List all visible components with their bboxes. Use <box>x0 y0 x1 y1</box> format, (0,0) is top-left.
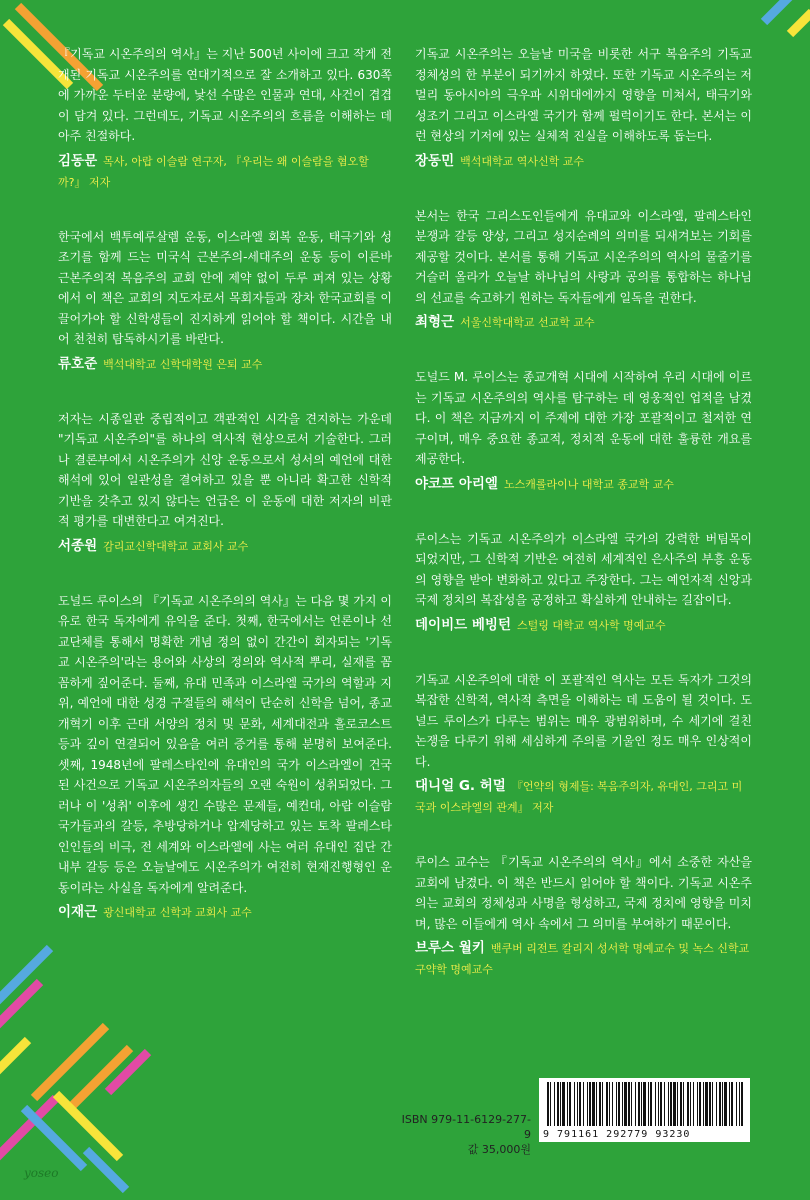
publisher-logo: yoseo <box>24 1166 59 1180</box>
review-2 <box>58 227 392 375</box>
review-text: 도널드 루이스의 『기독교 시온주의의 역사』는 다음 몇 가지 이유로 한국 독자에게 유익을 준다. 첫째, 한국에서는 언론이나 선교단체를 통해서 명확한 개념 정의 없이 간간이 회자되는 '기독교 시온주의'라는 용어와 사상의 정의와 역사적 뿌리, 실재를 꼼꼼하게 짚어준다. 둘째, 유대 민족과 이스라엘 국가의 역할과 지위, 예언에 대한 성경 구절들의 해석이 단순히 신학을 넘어, 종교개혁기 이후 근대 서양의 정치 및 문화, 세계대전과 홀로코스트 등과 깊이 연결되어 있음을 여러 증거를 통해 분명히 보여준다. 셋째, 1948년에 팔레스타인에 유대인의 국가 이스라엘이 건국된 사건으로 기독교 시온주의자들의 오랜 숙원이 성취되었다. 그러나 이 '성취' 이후에 생긴 수많은 문제들, 예컨대, 아랍 이슬람 국가들과의 갈등, 추방당하거나 압제당하고 있는 토착 팔레스타인인들의 비극, 전 세계와 이스라엘에 사는 여러 유대인 집단 간 내부 갈등 등은 오늘날에도 시온주의가 여전히 현재진행형인 운동이라는 사실을 독자에게 알려준다. <box>58 593 392 895</box>
review-text: 루이스 교수는 『기독교 시온주의의 역사』에서 소중한 자산을 교회에 남겼다. 이 책은 반드시 읽어야 할 책이다. 기독교 시온주의는 교회의 정체성과 사명을 형성하고, 국제 정치에 영향을 미치며, 많은 이들에게 역사 속에서 그 의미를 부여하기 때문이다. <box>415 855 752 931</box>
barcode-bar <box>709 1082 711 1126</box>
barcode-bar <box>592 1082 595 1126</box>
review-text: 도널드 M. 루이스는 종교개혁 시대에 시작하여 우리 시대에 이르는 기독교 시온주의의 역사를 탐구하는 데 영웅적인 업적을 남겼다. 이 책은 지금까지 이 주제에 대한 가장 포괄적이고 철저한 연구이며, 매우 중요한 종교적, 정치적 운동에 대한 훌륭한 개요를 제공한다. <box>415 370 752 466</box>
price: 값 35,000원 <box>467 1143 531 1156</box>
reviewer-role: 서울신학대학교 선교학 교수 <box>460 316 595 329</box>
barcode-bar <box>606 1082 608 1126</box>
barcode-bar <box>547 1082 549 1126</box>
reviewer-role: 광신대학교 신학과 교회사 교수 <box>103 906 252 919</box>
barcode-bar <box>574 1082 575 1126</box>
barcode-bar <box>609 1082 610 1126</box>
review-4 <box>58 591 392 924</box>
barcode-bar <box>687 1082 689 1126</box>
barcode-bar <box>724 1082 727 1126</box>
review-7 <box>415 367 752 495</box>
barcode-bar <box>567 1082 568 1126</box>
reviewer-name: 최형근 <box>415 314 455 330</box>
barcode-bar <box>628 1082 630 1126</box>
reviewer-role: 백석대학교 역사신학 교수 <box>460 154 585 168</box>
stripe-bl-yellow-2 <box>56 1094 120 1158</box>
reviewer-name: 이재근 <box>58 904 98 920</box>
barcode-bar <box>622 1082 623 1126</box>
reviewer <box>415 151 752 172</box>
reviewer <box>415 615 752 636</box>
reviewer <box>415 474 752 495</box>
reviewer-name: 서종원 <box>58 537 98 554</box>
review-text: 한국에서 백투예루살렘 운동, 이스라엘 회복 운동, 태극기와 성조기를 함께 드는 미국식 근본주의-세대주의 운동 등이 이른바 근본주의적 복음주의 교회 안에 제약 없이 두루 퍼져 있는 상황에서 이 책은 교회의 지도자로서 목회자들과 장차 한국교회를 이끌어가야 할 신학생들이 진지하게 읽어야 할 책이다. 시간을 내어 천천히 탐독하시기를 바란다. <box>58 229 392 346</box>
reviewer <box>415 312 752 333</box>
barcode-bar <box>693 1082 694 1126</box>
barcode-bar <box>668 1082 669 1126</box>
reviewer-role: 감리교신학대학교 교회사 교수 <box>103 539 249 553</box>
stripe-bl-blue-3 <box>86 1150 126 1190</box>
review-8 <box>415 529 752 636</box>
reviewer <box>58 902 392 923</box>
barcode-bar <box>560 1082 561 1126</box>
barcode-bar <box>616 1082 617 1126</box>
barcode-bar <box>583 1082 584 1126</box>
right-column <box>415 44 752 1014</box>
barcode-bar <box>557 1082 559 1126</box>
stripe-top-right-blue <box>764 0 790 22</box>
reviewer <box>415 776 752 818</box>
barcode-bar <box>579 1082 581 1126</box>
reviewer-name: 대니얼 G. 허멀 <box>415 778 506 794</box>
review-text: 기독교 시온주의는 오늘날 미국을 비롯한 서구 복음주의 기독교 정체성의 한 부분이 되기까지 하였다. 또한 기독교 시온주의는 저 멀리 동아시아의 극우파 시위대에까지 영향을 미쳐서, 태극기와 성조기 그리고 이스라엘 국기가 함께 펄럭이기도 한다. 본서는 이런 현상의 기저에 있는 실체적 진실을 이해하도록 돕는다. <box>415 47 752 143</box>
barcode-bar <box>550 1082 551 1126</box>
review-text: 본서는 한국 그리스도인들에게 유대교와 이스라엘, 팔레스타인 분쟁과 갈등 양상, 그리고 성지순례의 의미를 되새겨보는 기회를 제공할 것이다. 본서를 통해 기독교 시온주의의 역사의 물줄기를 거슬러 올라가 오늘날 하나님의 사랑과 공의를 통합하는 하나님의 선교를 숙고하기 원하는 독자들에게 일독을 권한다. <box>415 208 752 305</box>
barcode-bar <box>705 1082 708 1126</box>
reviewer <box>58 354 392 375</box>
barcode-bar <box>722 1082 723 1126</box>
stripe-bl-orange-2 <box>70 1048 130 1108</box>
barcode-bar <box>683 1082 684 1126</box>
isbn-number: ISBN 979-11-6129-277-9 <box>401 1113 531 1141</box>
barcode-bar <box>731 1082 733 1126</box>
barcode-bar <box>741 1082 743 1126</box>
barcode-bar <box>697 1082 698 1126</box>
reviewer-name: 브루스 월키 <box>415 940 485 956</box>
review-3 <box>58 409 392 557</box>
barcode-bar <box>650 1082 652 1126</box>
barcode-bar <box>624 1082 627 1126</box>
barcode-bar <box>699 1082 701 1126</box>
reviewer-role: 백석대학교 신학대학원 은퇴 교수 <box>103 357 263 371</box>
barcode-bar <box>554 1082 555 1126</box>
barcode-bar <box>577 1082 578 1126</box>
reviewer <box>415 938 752 980</box>
barcode-digits: 9 791161 292779 93230 <box>543 1129 691 1140</box>
barcode-bar <box>648 1082 649 1126</box>
reviewer-role: 목사, 아랍 이슬람 연구자, 『우리는 왜 이슬람을 혐오할까?』 저자 <box>58 154 369 189</box>
barcode-bar <box>643 1082 646 1126</box>
barcode-bar <box>664 1082 665 1126</box>
stripe-bl-blue-2 <box>24 1108 84 1168</box>
reviewer <box>58 151 392 193</box>
review-5 <box>415 44 752 172</box>
barcode-bar <box>716 1082 717 1126</box>
barcode-bar <box>599 1082 601 1126</box>
isbn-block <box>396 1112 531 1157</box>
barcode <box>539 1078 750 1142</box>
barcode-bar <box>589 1082 591 1126</box>
reviewer-name: 데이비드 베빙턴 <box>415 616 511 633</box>
barcode-bar <box>612 1082 613 1126</box>
reviewer-name: 류호준 <box>58 355 98 372</box>
stripe-bl-orange-1 <box>34 1026 106 1098</box>
barcode-bar <box>677 1082 678 1126</box>
barcode-bar <box>587 1082 588 1126</box>
reviewer <box>58 536 392 557</box>
review-text: 『기독교 시온주의의 역사』는 지난 500년 사이에 크고 작게 전개된 기독교 시온주의를 연대기적으로 잘 소개하고 있다. 630쪽에 가까운 두터운 분량에, 낯선 수많은 인물과 연대, 사건이 겹겹이 담겨 있다. 그런데도, 기독교 시온주의의 흐름을 이해하는 데 아주 친절하다. <box>58 47 392 143</box>
barcode-bar <box>631 1082 632 1126</box>
reviewer-role: 노스캐롤라이나 대학교 종교학 교수 <box>503 477 674 491</box>
barcode-bar <box>703 1082 704 1126</box>
barcode-bar <box>618 1082 620 1126</box>
reviewer-name: 야코프 아리엘 <box>415 475 498 492</box>
barcode-bar <box>562 1082 565 1126</box>
barcode-bar <box>602 1082 603 1126</box>
stripe-top-right-yellow <box>790 12 810 34</box>
reviewer-role: 밴쿠버 리전트 칼리지 성서학 명예교수 및 녹스 신학교 구약학 명예교수 <box>415 942 750 976</box>
review-1 <box>58 44 392 193</box>
reviewer-role: 스털링 대학교 역사학 명예교수 <box>517 618 666 632</box>
reviewer-name: 장동민 <box>415 152 455 169</box>
reviewer-name: 김동문 <box>58 152 98 169</box>
reviewer-role: 『언약의 형제들: 복음주의자, 유대인, 그리고 미국과 이스라엘의 관계』 저자 <box>415 780 743 814</box>
barcode-bar <box>660 1082 662 1126</box>
barcode-bar <box>712 1082 713 1126</box>
barcode-bar <box>719 1082 721 1126</box>
stripe-bl-pink-1 <box>0 982 40 1028</box>
barcode-bar <box>596 1082 597 1126</box>
barcode-bar <box>739 1082 740 1126</box>
barcode-bar <box>729 1082 730 1126</box>
review-10 <box>415 852 752 980</box>
barcode-bar <box>658 1082 659 1126</box>
barcode-bar <box>569 1082 571 1126</box>
barcode-bar <box>655 1082 656 1126</box>
barcode-bar <box>690 1082 691 1126</box>
review-9 <box>415 670 752 819</box>
barcode-bar <box>673 1082 676 1126</box>
review-text: 기독교 시온주의에 대한 이 포괄적인 역사는 모든 독자가 그것의 복잡한 신학적, 역사적 측면을 이해하는 데 도움이 될 것이다. 도널드 루이스가 다루는 범위는 매우 광범위하며, 수 세기에 걸친 논쟁을 다루기 위해 세심하게 주의를 기울인 정도 매우 인상적이다. <box>415 672 752 769</box>
review-text: 루이스는 기독교 시온주의가 이스라엘 국가의 강력한 버팀목이 되었지만, 그 신학적 기반은 여전히 세계적인 은사주의 부흥 운동의 영향을 받아 변화하고 있다고 주장한다. 그는 예언자적 신앙과 국제 정치의 복잡성을 공정하고 확실하게 안내하는 길잡이다. <box>415 531 752 607</box>
barcode-bar <box>635 1082 636 1126</box>
barcode-bar <box>638 1082 640 1126</box>
barcode-bar <box>680 1082 682 1126</box>
barcode-bar <box>670 1082 672 1126</box>
stripe-bl-pink-2 <box>0 1098 56 1160</box>
barcode-bar <box>736 1082 737 1126</box>
review-text: 저자는 시종일관 중립적이고 객관적인 시각을 견지하는 가운데 "기독교 시온주의"를 하나의 역사적 현상으로서 기술한다. 그러나 결론부에서 시온주의가 신앙 운동으로서 성서의 예언에 대한 해석에 있어 일관성을 결여하고 있을 뿐 아니라 확고한 신학적 기반을 갖추고 있지 않다는 언급은 이 운동에 대한 저자의 비판적 평가를 대변한다고 여겨진다. <box>58 411 392 528</box>
stripe-bl-pink-3 <box>108 1052 148 1092</box>
stripe-bl-yellow-1 <box>0 1040 28 1074</box>
barcode-bar <box>641 1082 642 1126</box>
barcode-bars <box>539 1078 750 1130</box>
stripe-bl-blue-1 <box>0 948 50 1004</box>
review-6 <box>415 206 752 334</box>
left-column <box>58 44 392 957</box>
